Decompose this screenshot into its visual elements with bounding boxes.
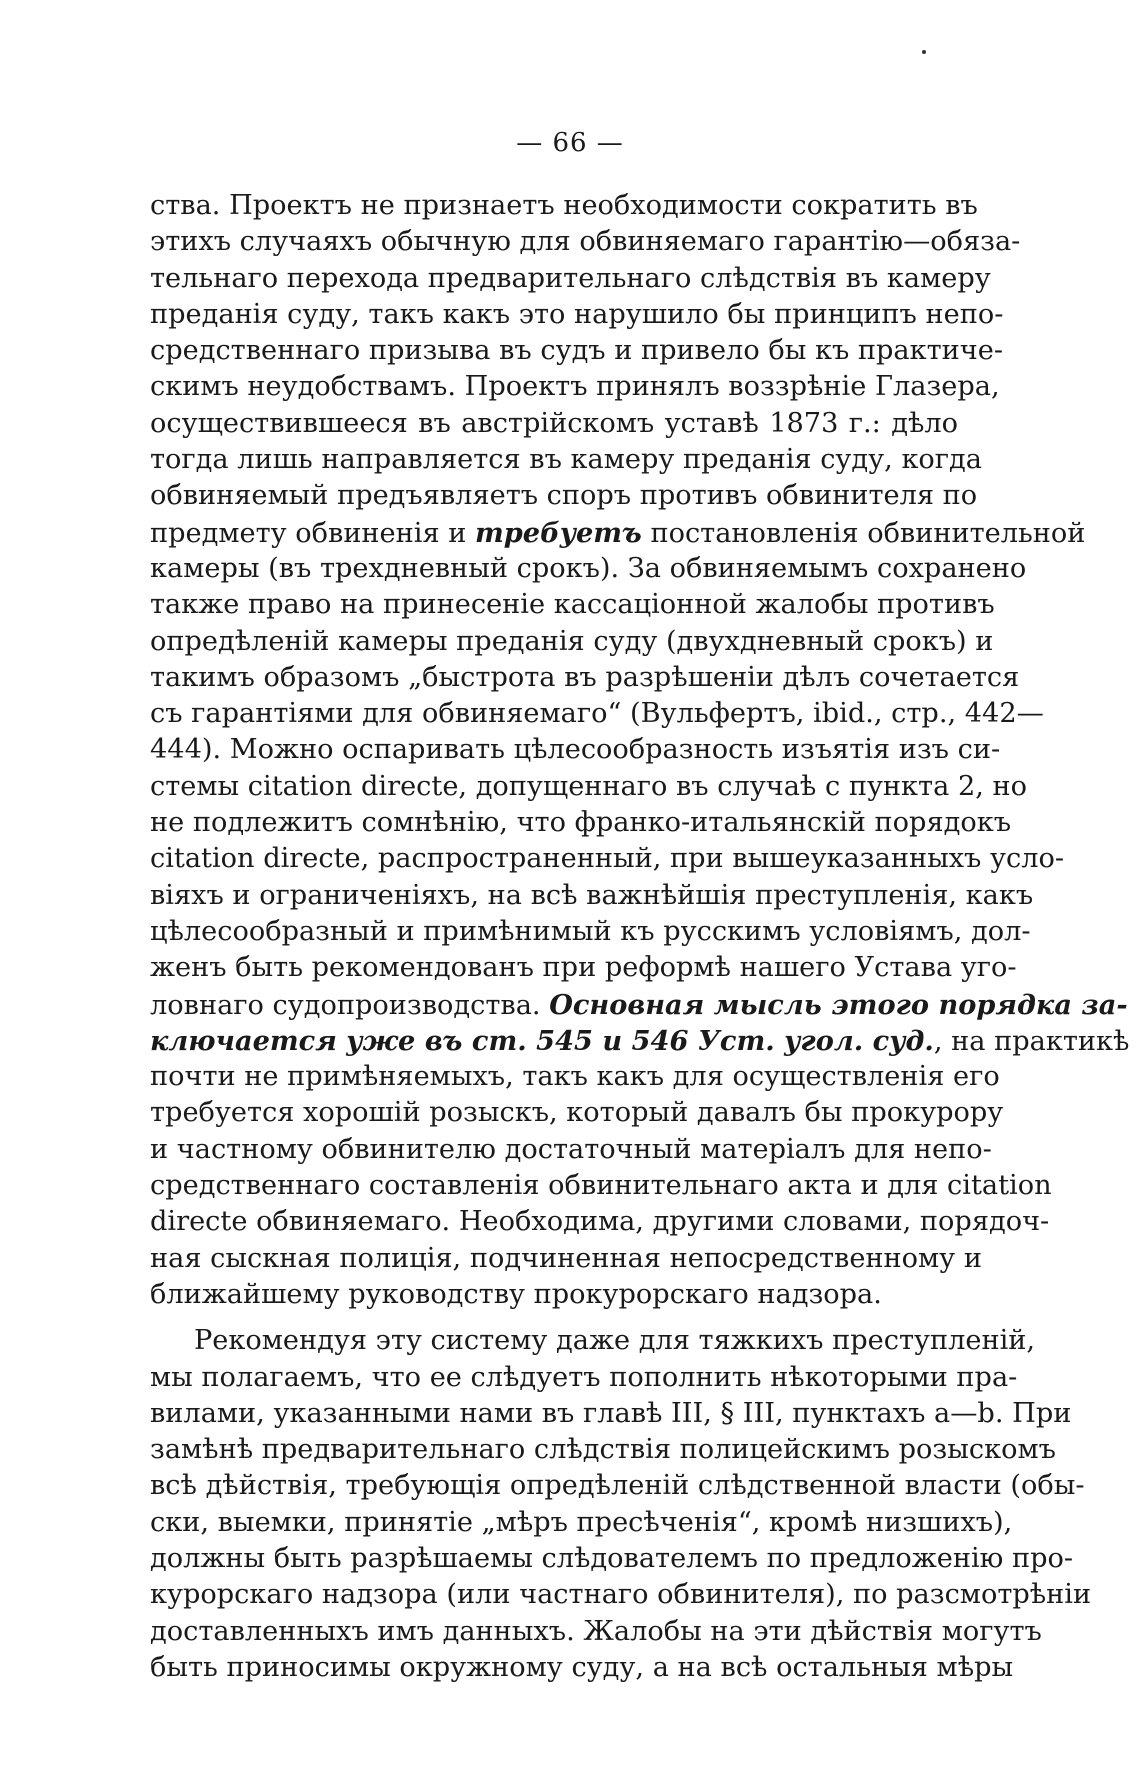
body-text [150, 188, 1130, 1686]
text-run: мы полагаемъ, что ее слѣдуетъ пополнить нѣкоторыми пра- [150, 1361, 1018, 1393]
text-line [150, 515, 1086, 551]
text-run: 444). Можно оспаривать цѣлесообразность изъятія изъ си- [150, 734, 1001, 766]
text-line [150, 261, 991, 297]
text-run: віяхъ и ограниченіяхъ, на всѣ важнѣйшія преступленія, какъ [150, 879, 1034, 911]
text-run: доставленныхъ имъ данныхъ. Жалобы на эти дѣйствія могутъ [150, 1615, 1042, 1647]
emphasis-text: требуетъ [475, 516, 642, 549]
text-line [150, 478, 978, 514]
text-line [150, 878, 1034, 914]
text-line [150, 1323, 1036, 1359]
text-run: съ гарантіями для обвиняемаго“ (Вульфертъ, ibid., стр., 442— [150, 698, 1044, 730]
text-run: ная сыскная полиція, подчиненная непосредственному и [150, 1242, 982, 1274]
text-line [150, 369, 1000, 405]
text-line [150, 1241, 982, 1277]
text-run: предмету обвиненія и [150, 517, 476, 549]
text-line [150, 1059, 1000, 1095]
text-line [150, 660, 1020, 696]
text-run: стемы citation directe, допущеннаго въ случаѣ с пункта 2, но [150, 770, 1028, 802]
text-run: средственнаго призыва въ судъ и привело бы къ практиче- [150, 335, 1004, 367]
text-line [150, 188, 978, 224]
text-run: камеры (въ трехдневный срокъ). За обвиняемымъ сохранено [150, 552, 1027, 584]
text-line [150, 1432, 1056, 1468]
text-line [150, 1023, 1130, 1059]
text-run: цѣлесообразный и примѣнимый къ русскимъ условіямъ, дол- [150, 915, 1031, 947]
text-line [150, 587, 995, 623]
text-line [150, 914, 1031, 950]
text-run: citation directe, распространенный, при вышеуказанныхъ усло- [150, 843, 1065, 875]
text-run: должны быть разрѣшаемы слѣдователемъ по предложенію про- [150, 1542, 1074, 1574]
text-line [150, 442, 982, 478]
paragraph-gap [150, 1313, 958, 1323]
text-run: средственнаго составленія обвинительнаго акта и для citation [150, 1170, 1052, 1202]
text-line [150, 1360, 1018, 1396]
text-line [150, 297, 1004, 333]
text-run: этихъ случаяхъ обычную для обвиняемаго гарантію—обяза- [150, 226, 1021, 258]
text-line [150, 224, 1021, 260]
text-run: тогда лишь направляется въ камеру преданія суду, когда [150, 444, 982, 476]
text-run: обвиняемый предъявляетъ споръ противъ обвинителя по [150, 480, 978, 512]
text-line [150, 1650, 1014, 1686]
emphasis-text: Основная мысль этого порядка за- [549, 988, 1128, 1021]
text-line [150, 769, 1028, 805]
text-line [150, 406, 958, 442]
text-line [150, 1396, 1072, 1432]
text-run: также право на принесеніе кассаціонной жалобы противъ [150, 589, 995, 621]
text-run: не подлежитъ сомнѣнію, что франко-итальянскій порядокъ [150, 807, 1011, 839]
text-run: женъ быть рекомендованъ при реформѣ нашего Устава уго- [150, 952, 1017, 984]
text-line [150, 1204, 1050, 1240]
text-run: Рекомендуя эту систему даже для тяжкихъ преступленій, [194, 1325, 1036, 1357]
text-run: directe обвиняемаго. Необходима, другими словами, порядоч- [150, 1206, 1050, 1238]
text-line [150, 950, 1017, 986]
text-run: почти не примѣняемыхъ, такъ какъ для осуществленія его [150, 1061, 1000, 1093]
text-run: ства. Проектъ не признаетъ необходимости сократить въ [150, 190, 978, 221]
text-line [150, 696, 1044, 732]
text-line [150, 1168, 1052, 1204]
text-run: ловнаго судопроизводства. [150, 989, 550, 1021]
text-run: быть приносимы окружному суду, а на всѣ остальныя мѣры [150, 1651, 1014, 1683]
text-run: вилами, указанными нами въ главѣ III, § III, пунктахъ a—b. При [150, 1397, 1072, 1429]
text-run: осуществившееся въ австрійскомъ уставѣ 1873 г.: дѣло [150, 407, 958, 439]
text-line [150, 333, 1004, 369]
text-line [150, 732, 1001, 768]
text-line [150, 805, 1011, 841]
text-line [150, 1277, 958, 1313]
text-run: , на практикѣ [933, 1025, 1130, 1057]
text-run: ближайшему руководству прокурорскаго надзора. [150, 1278, 882, 1310]
text-line [150, 1468, 1085, 1504]
text-line [150, 1505, 1013, 1541]
text-run: тельнаго перехода предварительнаго слѣдствія въ камеру [150, 262, 991, 294]
text-run: ски, выемки, принятіе „мѣръ пресѣченія“, кромѣ низшихъ), [150, 1506, 1013, 1538]
text-run: всѣ дѣйствія, требующія опредѣленій слѣдственной власти (обы- [150, 1470, 1085, 1502]
text-line [150, 1541, 1074, 1577]
emphasis-text: ключается уже въ ст. 545 и 546 Уст. угол. суд. [150, 1024, 934, 1057]
text-line [150, 1095, 1004, 1131]
text-run: скимъ неудобствамъ. Проектъ принялъ воззрѣніе Глазера, [150, 371, 1000, 403]
speck-mark [922, 50, 926, 54]
text-line [150, 624, 994, 660]
text-run: курорскаго надзора (или частнаго обвинителя), по разсмотрѣніи [150, 1579, 1092, 1611]
text-line [150, 1132, 992, 1168]
text-run: постановленія обвинительной [641, 517, 1086, 549]
text-run: и частному обвинителю достаточный матеріалъ для непо- [150, 1133, 992, 1165]
text-line [150, 1614, 1042, 1650]
text-line [150, 551, 1027, 587]
text-run: преданія суду, такъ какъ это нарушило бы принципъ непо- [150, 298, 1004, 330]
text-line [150, 987, 1128, 1023]
text-line [150, 1577, 1092, 1613]
text-run: такимъ образомъ „быстрота въ разрѣшеніи дѣлъ сочетается [150, 661, 1020, 693]
text-run: требуется хорошій розыскъ, который давалъ бы прокурору [150, 1097, 1004, 1129]
text-run: опредѣленій камеры преданія суду (двухдневный срокъ) и [150, 625, 994, 657]
text-run: замѣнѣ предварительнаго слѣдствія полицейскимъ розыскомъ [150, 1434, 1056, 1466]
text-line [150, 841, 1065, 877]
page-number: — 66 — [516, 128, 624, 158]
